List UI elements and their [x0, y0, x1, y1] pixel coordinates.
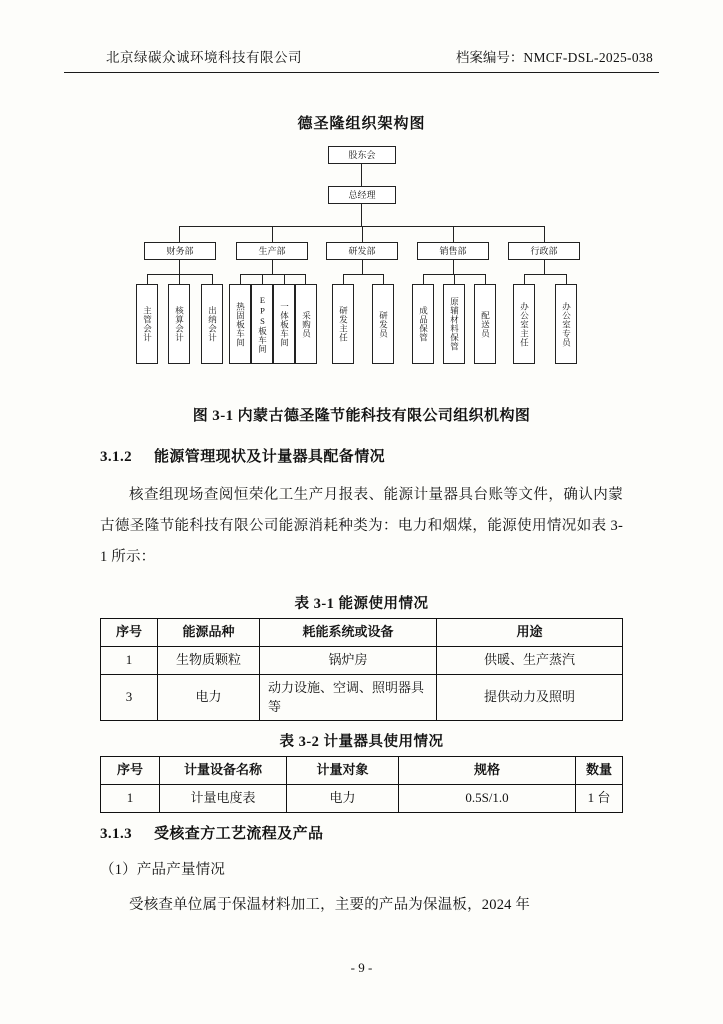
org-staff-drop-8	[383, 274, 384, 284]
org-node-staff-office-director: 办公室主任	[513, 284, 535, 364]
heading-3-1-3	[100, 822, 323, 843]
td-3-1-r1c3: 提供动力及照明	[437, 674, 623, 721]
org-sub-drop-rd	[362, 260, 363, 274]
org-node-dept-rd: 研发部	[326, 242, 398, 260]
header-archive	[456, 46, 653, 66]
th-3-2-1: 计量设备名称	[160, 757, 287, 785]
td-3-1-r1c0: 3	[101, 674, 158, 721]
figure-caption-3-1: 图 3-1 内蒙古德圣隆节能科技有限公司组织机构图	[192, 408, 531, 424]
org-node-staff-delivery: 配送员	[474, 284, 496, 364]
org-node-dept-admin: 行政部	[508, 242, 580, 260]
org-drop-dept-4	[544, 226, 545, 242]
org-staff-drop-3	[240, 274, 241, 284]
org-node-staff-purchaser: 采购员	[295, 284, 317, 364]
org-sub-bus-rd	[343, 274, 383, 275]
heading-3-1-3-title: 受核查方工艺流程及产品	[154, 826, 324, 842]
org-staff-drop-2	[212, 274, 213, 284]
org-sub-bus-production	[240, 274, 305, 275]
org-connector-v0	[361, 164, 362, 186]
org-node-general-manager: 总经理	[328, 186, 396, 204]
org-sub-drop-sales	[453, 260, 454, 274]
td-3-1-r0c2: 锅炉房	[260, 646, 437, 674]
org-node-staff-rd-director: 研发主任	[332, 284, 354, 364]
table-3-1	[100, 618, 623, 721]
org-node-dept-sales: 销售部	[417, 242, 489, 260]
org-drop-dept-0	[179, 226, 180, 242]
org-staff-drop-0	[147, 274, 148, 284]
table-row	[101, 646, 623, 674]
org-node-staff-thermoset-workshop: 热固板车间	[229, 284, 251, 364]
heading-3-1-3-number: 3.1.3	[100, 826, 132, 842]
th-3-1-2: 耗能系统或设备	[260, 619, 437, 647]
org-node-staff-finished-goods-keeper: 成品保管	[412, 284, 434, 364]
org-node-staff-integrated-workshop: 一体板车间	[273, 284, 295, 364]
th-3-2-2: 计量对象	[287, 757, 399, 785]
th-3-2-4: 数量	[576, 757, 623, 785]
org-staff-drop-7	[343, 274, 344, 284]
heading-3-1-2-title: 能源管理现状及计量器具配备情况	[154, 449, 386, 465]
org-connector-v1	[361, 204, 362, 226]
td-3-1-r1c2: 动力设施、空调、照明器具等	[260, 674, 437, 721]
table-caption-3-2: 表 3-2 计量器具使用情况	[279, 734, 444, 750]
td-3-2-r0c2: 电力	[287, 784, 399, 812]
org-node-staff-raw-material-keeper: 原辅材料保管	[443, 284, 465, 364]
paragraph-3-1-2: 核查组现场查阅恒荣化工生产月报表、能源计量器具台账等文件，确认内蒙古德圣隆节能科技有限公司能源消耗种类为：电力和烟煤，能源使用情况如表 3-1 所示：	[100, 487, 623, 565]
table-row-header	[101, 757, 623, 785]
org-node-staff-chief-accountant: 主管会计	[136, 284, 158, 364]
org-node-shareholders: 股东会	[328, 146, 396, 164]
org-staff-drop-5	[284, 274, 285, 284]
org-sub-drop-production	[272, 260, 273, 274]
th-3-2-3: 规格	[399, 757, 576, 785]
th-3-1-3: 用途	[437, 619, 623, 647]
td-3-1-r0c0: 1	[101, 646, 158, 674]
org-drop-dept-2	[362, 226, 363, 242]
th-3-1-0: 序号	[101, 619, 158, 647]
table-row	[101, 674, 623, 721]
org-node-staff-cost-accountant: 核算会计	[168, 284, 190, 364]
header-archive-code: NMCF-DSL-2025-038	[523, 50, 653, 65]
org-staff-drop-12	[524, 274, 525, 284]
org-drop-dept-3	[453, 226, 454, 242]
td-3-1-r1c1: 电力	[158, 674, 260, 721]
paragraph-3-1-3: 受核查单位属于保温材料加工，主要的产品为保温板，2024 年	[129, 897, 531, 913]
table-row-header	[101, 619, 623, 647]
org-node-staff-cashier: 出纳会计	[201, 284, 223, 364]
org-staff-drop-13	[566, 274, 567, 284]
org-staff-drop-10	[454, 274, 455, 284]
table-caption-3-1: 表 3-1 能源使用情况	[294, 596, 429, 612]
heading-3-1-2	[100, 445, 385, 466]
org-staff-drop-6	[305, 274, 306, 284]
td-3-1-r0c1: 生物质颗粒	[158, 646, 260, 674]
th-3-2-0: 序号	[101, 757, 160, 785]
td-3-2-r0c4: 1 台	[576, 784, 623, 812]
org-staff-drop-11	[485, 274, 486, 284]
table-3-2	[100, 756, 623, 813]
org-node-staff-office-specialist: 办公室专员	[555, 284, 577, 364]
org-sub-bus-admin	[524, 274, 566, 275]
org-drop-dept-1	[272, 226, 273, 242]
page-header	[64, 46, 659, 72]
org-staff-drop-4	[262, 274, 263, 284]
td-3-2-r0c1: 计量电度表	[160, 784, 287, 812]
list-item-product-output: （1）产品产量情况	[100, 862, 226, 878]
page-number: - 9 -	[350, 960, 373, 975]
org-chart	[0, 140, 723, 390]
header-divider	[64, 72, 659, 73]
org-sub-drop-admin	[544, 260, 545, 274]
td-3-2-r0c0: 1	[101, 784, 160, 812]
table-row	[101, 784, 623, 812]
td-3-1-r0c3: 供暖、生产蒸汽	[437, 646, 623, 674]
org-node-dept-finance: 财务部	[144, 242, 216, 260]
org-sub-drop-finance	[179, 260, 180, 274]
header-archive-label: 档案编号：	[455, 50, 524, 65]
org-staff-drop-1	[179, 274, 180, 284]
org-node-dept-production: 生产部	[236, 242, 308, 260]
org-node-staff-rd-engineer: 研发员	[372, 284, 394, 364]
org-staff-drop-9	[423, 274, 424, 284]
th-3-1-1: 能源品种	[158, 619, 260, 647]
org-chart-title: 德圣隆组织架构图	[297, 116, 426, 132]
heading-3-1-2-number: 3.1.2	[100, 449, 132, 465]
td-3-2-r0c3: 0.5S/1.0	[399, 784, 576, 812]
header-company-name: 北京绿碳众诚环境科技有限公司	[106, 50, 302, 65]
org-node-staff-eps-workshop: EPS板车间	[251, 284, 273, 364]
